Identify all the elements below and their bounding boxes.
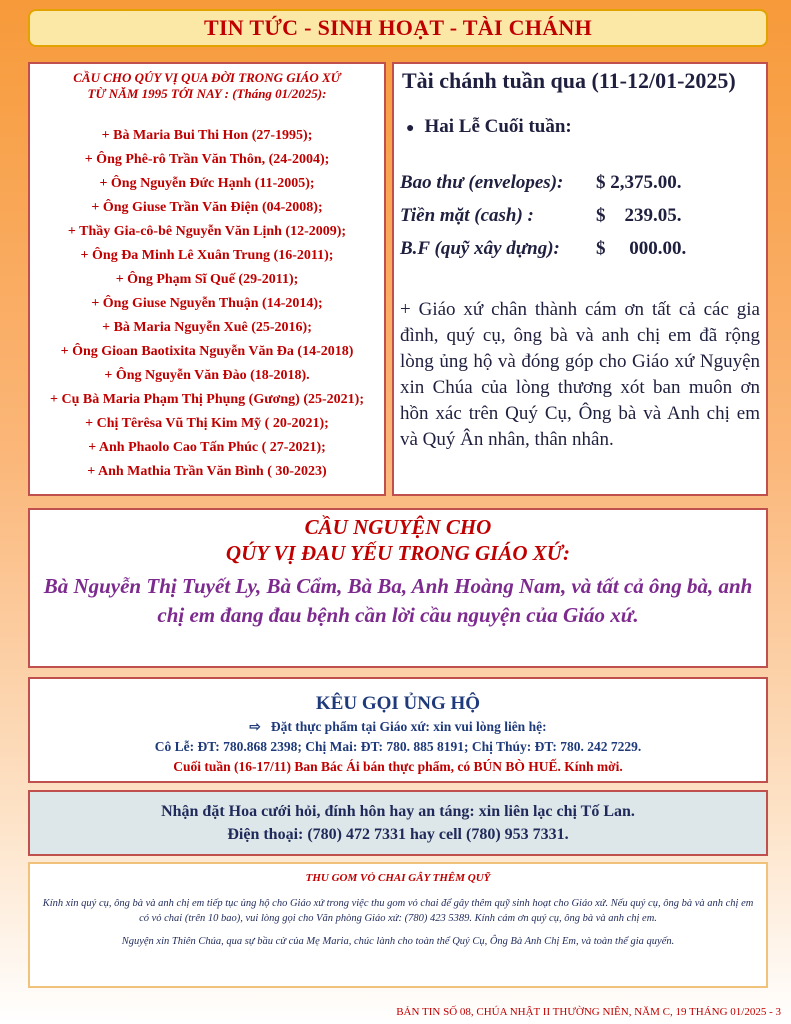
support-line2: Cô Lễ: ĐT: 780.868 2398; Chị Mai: ĐT: 780. 885 8191; Chị Thúy: ĐT: 780. 242 7229. (154, 739, 642, 754)
finance-row-value: $ 000.00. (596, 238, 687, 259)
list-item: + Ông Giuse Nguyễn Thuận (14-2014); (91, 296, 323, 311)
list-item: + Chị Têrêsa Vũ Thị Kim Mỹ ( 20-2021); (85, 416, 329, 431)
arrow-right-icon: ⇨ (249, 719, 261, 734)
finance-row-label: Bao thư (envelopes): (400, 172, 564, 193)
prayer-heading-line2: QÚY VỊ ĐAU YẾU TRONG GIÁO XỨ: (225, 541, 571, 565)
list-item: + Ông Phạm Sĩ Quế (29-2011); (115, 272, 299, 287)
flower-order-panel (28, 790, 768, 856)
deceased-names (36, 124, 378, 484)
finance-title: Tài chánh tuần qua (11-12/01-2025) (402, 68, 736, 93)
support-line3: Cuối tuần (16-17/11) Ban Bác Ái bán thực phẩm, có BÚN BÒ HUẾ. Kính mời. (173, 759, 623, 774)
prayer-heading-line1: CẦU NGUYỆN CHO (304, 515, 492, 539)
deceased-header-line1: CẦU CHO QÚY VỊ QUA ĐỜI TRONG GIÁO XỨ (73, 70, 341, 85)
deceased-header-line2: TỪ NĂM 1995 TỚI NAY : (Tháng 01/2025): (87, 86, 327, 101)
list-item: + Anh Phaolo Cao Tấn Phúc ( 27-2021); (88, 440, 326, 455)
flower-line1: Nhận đặt Hoa cưới hỏi, đính hôn hay an táng: xin liên lạc chị Tố Lan. (161, 803, 635, 820)
recycle-title: THU GOM VỎ CHAI GÂY THÊM QUỸ (305, 872, 491, 884)
recycle-paragraph: Kính xin quý cụ, ông bà và anh chị em tiếp tục ủng hộ cho Giáo xứ trong việc thu gom vỏ chai để gây thêm quỹ sinh hoạt cho Giáo xứ. Nếu quý cụ, ông bà và anh chị em có vỏ chai (trên 10 bao), vui lòng gọi cho Văn phòng Giáo xứ: (780) 423 5389. Kính cám ơn quý cụ, ông bà và anh chị em. (42, 898, 754, 924)
list-item: + Thầy Gia-cô-bê Nguyễn Văn Lịnh (12-2009); (67, 224, 347, 239)
page-footer: BẢN TIN SỐ 08, CHÚA NHẬT II THƯỜNG NIÊN, NĂM C, 19 THÁNG 01/2025 - 3 (396, 1006, 781, 1018)
finance-rows (400, 172, 760, 271)
recycle-blessing: Nguyện xin Thiên Chúa, qua sự bầu cử của Mẹ Maria, chúc lành cho toàn thể Quý Cụ, Ông Bà Anh Chị Em, và toàn thể gia quyến. (121, 936, 675, 947)
page-title-banner (28, 9, 768, 47)
bullet-icon: ● (406, 121, 415, 136)
finance-row (400, 238, 760, 271)
page-title: TIN TỨC - SINH HOẠT - TÀI CHÁNH (203, 15, 593, 40)
list-item: + Cụ Bà Maria Phạm Thị Phụng (Gương) (25-2021); (49, 392, 364, 407)
list-item: + Ông Gioan Baotixita Nguyễn Văn Đa (14-2018) (60, 344, 354, 359)
list-item: + Ông Nguyễn Văn Đào (18-2018). (104, 368, 310, 383)
finance-row (400, 172, 760, 205)
support-line1-text: Đặt thực phẩm tại Giáo xứ: xin vui lòng liên hệ: (270, 719, 547, 734)
list-item: + Ông Nguyễn Đức Hạnh (11-2005); (99, 176, 315, 191)
deceased-list-panel (28, 62, 386, 496)
prayer-body: Bà Nguyễn Thị Tuyết Ly, Bà Cẩm, Bà Ba, Anh Hoàng Nam, và tất cả ông bà, anh chị em đang đau bệnh cần lời cầu nguyện của Giáo xứ. (43, 574, 753, 627)
finance-row-label: B.F (quỹ xây dựng): (400, 238, 560, 259)
list-item: + Bà Maria Nguyễn Xuê (25-2016); (102, 320, 312, 335)
finance-row-value: $ 2,375.00. (596, 172, 682, 193)
support-panel (28, 677, 768, 783)
finance-panel (392, 62, 768, 496)
finance-thanks-text: + Giáo xứ chân thành cám ơn tất cả các gia đình, quý cụ, ông bà và anh chị em đã rộng lòng ủng hộ và đóng góp cho Giáo xứ Nguyện xin Chúa của lòng thương xót ban muôn ơn hồn xác trên Quý Cụ, Ông bà và Anh chị em và Quý Ân nhân, thân nhân. (400, 299, 760, 450)
finance-bullet (406, 116, 760, 138)
support-line1 (30, 717, 766, 737)
finance-bullet-text: Hai Lễ Cuối tuần: (424, 116, 572, 137)
prayer-panel (28, 508, 768, 668)
list-item: + Bà Maria Bui Thi Hon (27-1995); (101, 128, 313, 143)
finance-row-label: Tiền mặt (cash) : (400, 205, 534, 226)
list-item: + Ông Đa Minh Lê Xuân Trung (16-2011); (80, 248, 334, 263)
flower-line2: Điện thoại: (780) 472 7331 hay cell (780) 953 7331. (227, 826, 569, 843)
finance-row (400, 205, 760, 238)
finance-row-value: $ 239.05. (596, 205, 682, 226)
list-item: + Ông Phê-rô Trần Văn Thôn, (24-2004); (84, 152, 330, 167)
list-item: + Anh Mathia Trần Văn Bình ( 30-2023) (87, 464, 327, 479)
support-title: KÊU GỌI ỦNG HỘ (315, 693, 481, 714)
recycle-panel (28, 862, 768, 988)
list-item: + Ông Giuse Trần Văn Điện (04-2008); (91, 200, 323, 215)
